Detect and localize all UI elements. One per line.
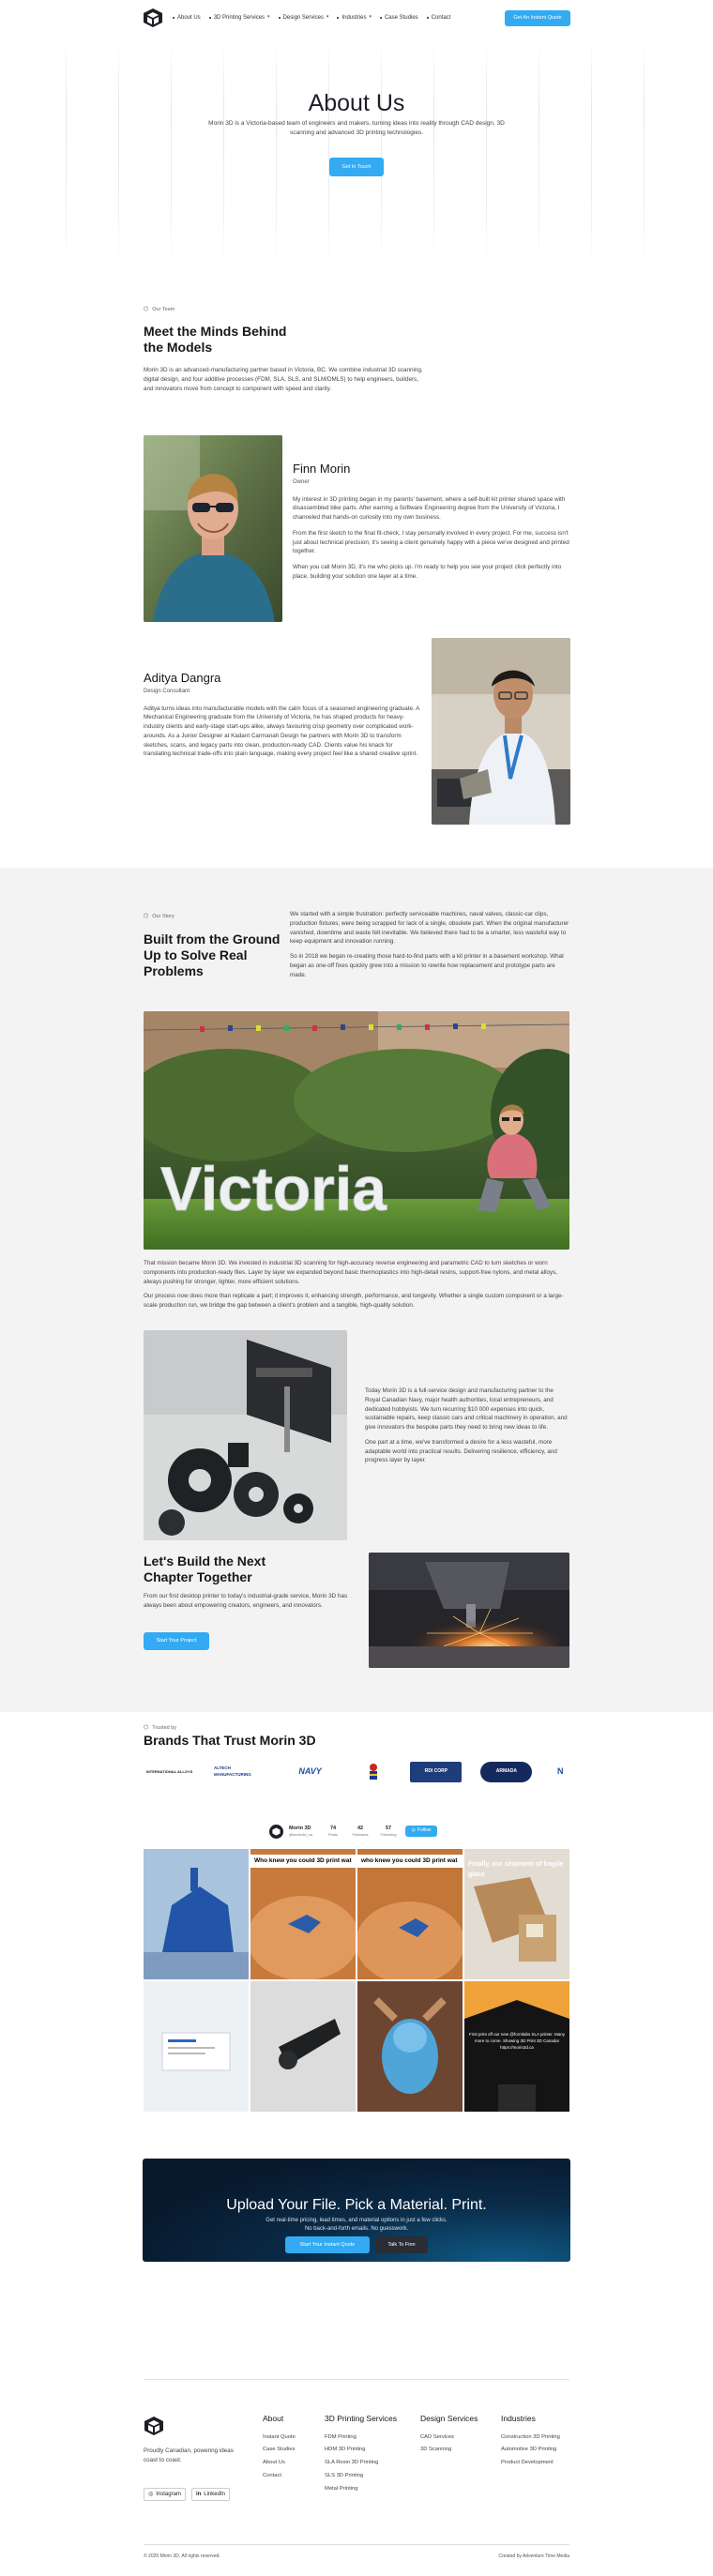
nav-item-industries[interactable]: Industries ▾ xyxy=(337,14,372,23)
member-name: Finn Morin xyxy=(293,462,351,476)
post-caption: Finally, our shipment of fragile glass xyxy=(468,1861,564,1878)
team-title: Meet the Minds Behind the Models xyxy=(144,324,287,355)
instagram-handle: Morin 3D xyxy=(289,1825,311,1831)
footer-column-about: About Instant Quote Case Studies About Us Contact xyxy=(263,2414,296,2478)
chevron-down-icon: ▾ xyxy=(369,14,372,21)
following-count: 57 xyxy=(385,1825,392,1831)
post-caption: First print off our new @formlabs SLA printer. Many more to come. Showing 3D Print 3D Canada! https://morin3d.ca xyxy=(468,2032,566,2050)
printed-gears-photo xyxy=(144,1330,347,1540)
footer-column-design: Design Services CAD Services 3D Scanning xyxy=(420,2414,478,2453)
instagram-post[interactable] xyxy=(464,1849,569,1979)
aditya-dangra-bio xyxy=(144,669,421,759)
instagram-follow-button[interactable]: ◎ Follow xyxy=(405,1826,437,1837)
footer-link[interactable]: CAD Services xyxy=(420,2433,455,2440)
footer-link[interactable]: Construction 3D Printing xyxy=(501,2433,560,2440)
footer-link[interactable]: 3D Scanning xyxy=(420,2447,452,2453)
brand-logo-bc-emblem xyxy=(355,1762,391,1782)
victoria-sign-photo xyxy=(144,1011,569,1250)
finn-morin-photo xyxy=(144,435,282,622)
footer-link[interactable]: Case Studies xyxy=(263,2447,296,2453)
instagram-post[interactable] xyxy=(144,1981,249,2112)
site-header xyxy=(143,8,570,28)
talk-to-finn-button[interactable]: Talk To Finn xyxy=(375,2236,428,2253)
story-paragraph: Today Morin 3D is a full-service design and manufacturing partner to the Royal Canadian Navy, major health authorities, local entrepreneurs, and dedicated hobbyists. We turn recurring $10 000 expenses into quick, sustainable repairs, keep classic cars and critical machinery in operation, and give innovators the bespoke parts they need to bring new ideas to life. xyxy=(365,1387,568,1431)
linkedin-link[interactable]: in LinkedIn xyxy=(191,2488,230,2501)
instagram-post[interactable] xyxy=(357,1849,463,1979)
brand-logo-navy: NAVY xyxy=(298,1766,322,1777)
nav-item-contact[interactable]: Contact xyxy=(427,14,451,23)
aditya-dangra-photo xyxy=(432,638,570,825)
story-paragraph: One part at a time, we've transformed a desire for a less wasteful, more adaptable world into practical results. Delivering resilience, efficiency, and progress layer by layer. xyxy=(365,1438,557,1464)
posts-label: Posts xyxy=(327,1832,338,1838)
next-chapter-title: Let's Build the Next Chapter Together xyxy=(144,1553,266,1584)
team-eyebrow: ⬡ Our Team xyxy=(144,307,175,313)
laser-sparks-photo xyxy=(369,1553,569,1668)
main-nav xyxy=(173,14,450,23)
post-caption: who knew you could 3D print wat xyxy=(357,1855,463,1868)
member-paragraph: From the first sketch to the final fit-check, I stay personally involved in every project. For me, success isn't just about technical precision; it's seeing a client genuinely happy with a piece we've designed and printed together. xyxy=(293,529,569,555)
instagram-post[interactable] xyxy=(250,1849,356,1979)
cube-icon: ⬡ xyxy=(144,1725,149,1731)
story-paragraph: Our process now does more than replicate a part; it improves it, enhancing strength, performance, and longevity. Whether a single custom component or a large-scale production run, we bridge the gap between a client's problem and a tangible, high-quality solution. xyxy=(144,1293,564,1309)
footer-link[interactable]: Instant Quote xyxy=(263,2433,296,2440)
post-caption: Who knew you could 3D print wat xyxy=(250,1855,356,1868)
victoria-sign-letters: Victoria xyxy=(160,1154,387,1223)
story-eyebrow: ⬡ Our Story xyxy=(144,914,174,920)
upload-cta-banner xyxy=(143,2159,570,2262)
hero-section xyxy=(0,36,713,270)
footer-divider xyxy=(144,2379,569,2380)
page-title: About Us xyxy=(308,90,405,116)
story-today xyxy=(365,1386,569,1465)
footer-column-printing: 3D Printing Services FDM Printing HDM 3D Printing SLA Resin 3D Printing SLS 3D Printing Metal Printing xyxy=(325,2414,398,2492)
copyright-text: © 2025 Morin 3D. All rights reserved. xyxy=(144,2553,220,2559)
credit-link[interactable]: Created by Adventure Time Media xyxy=(498,2553,569,2559)
brand-logo-altech: ALTECH MANUFACTURING xyxy=(214,1765,251,1777)
finn-morin-bio xyxy=(293,460,570,582)
member-role: Design Consultant xyxy=(144,688,190,694)
instant-quote-button[interactable]: Get An Instant Quote xyxy=(505,10,570,26)
instagram-post[interactable] xyxy=(250,1981,356,2112)
brand-logo-partial: N xyxy=(556,1766,564,1777)
chevron-down-icon: ▾ xyxy=(326,14,329,21)
instagram-post[interactable] xyxy=(144,1849,249,1979)
get-in-touch-button[interactable]: Get In Touch xyxy=(329,158,384,176)
chevron-down-icon: ▾ xyxy=(267,14,270,21)
story-mid xyxy=(144,1259,569,1311)
member-name: Aditya Dangra xyxy=(144,671,221,685)
instagram-icon: ◎ xyxy=(148,2491,154,2497)
footer-link[interactable]: Metal Printing xyxy=(325,2485,358,2492)
following-label: Following xyxy=(380,1832,397,1838)
cta-title: Upload Your File. Pick a Material. Print. xyxy=(226,2197,487,2213)
footer-tagline: Proudly Canadian, powering ideas coast to coast. xyxy=(144,2447,234,2463)
instagram-link[interactable]: ◎ Instagram xyxy=(144,2488,186,2501)
footer-link[interactable]: Contact xyxy=(263,2472,281,2478)
instagram-post[interactable] xyxy=(357,1981,463,2112)
member-paragraph: Aditya turns ideas into manufacturable models with the calm focus of a seasoned engineering graduate. A Mechanical Engineering graduate from the University of Victoria, he has shaped products for heavy-industry clients and early-stage start-ups alike, always favouring crisp geometry over complicated work-arounds. As a Junior Designer at Kadant Carmanah Design he partners with Morin 3D to transform sketches, scans, and legacy parts into clean, production-ready CAD. Clients value his knack for translating technical trade-offs into plain language, making every project feel like a shared creative sprint. xyxy=(144,705,420,758)
footer-logo[interactable] xyxy=(144,2416,164,2436)
instagram-avatar[interactable] xyxy=(269,1825,283,1839)
story-paragraph: That mission became Morin 3D. We invested in industrial 3D scanning for high-accuracy reverse engineering and parametric CAD to turn sketches or worn components into production-ready files. Layer by layer we expanded beyond basic thermoplastics into high-detail resins, support-free nylons, and metal alloys, always pushing for stronger, lighter, more efficient solutions. xyxy=(144,1260,558,1285)
footer-link[interactable]: FDM Printing xyxy=(325,2433,356,2440)
footer-link[interactable]: HDM 3D Printing xyxy=(325,2447,366,2453)
nav-item-about[interactable]: About Us xyxy=(173,14,201,23)
followers-count: 42 xyxy=(356,1825,364,1831)
footer-link[interactable]: SLS 3D Printing xyxy=(325,2472,364,2478)
brand-logo-international-alloys: INTERNATIONAL ALLOYS xyxy=(145,1769,193,1774)
morin3d-logo[interactable] xyxy=(143,8,163,28)
followers-label: Followers xyxy=(352,1832,369,1838)
member-paragraph: My interest in 3D printing began in my parents' basement, where a self-built kit printer shared space with disassembled bike parts. After earning a Software Engineering degree from the University of Victoria, I channeled that hands-on curiosity into my own business. xyxy=(293,495,566,521)
cube-icon: ⬡ xyxy=(144,914,149,919)
instagram-subhandle: @morin3d_ca xyxy=(289,1832,312,1838)
brands-title: Brands That Trust Morin 3D xyxy=(144,1733,316,1748)
story-title: Built from the Ground Up to Solve Real Problems xyxy=(144,932,281,978)
brand-logo-armada: ARMADA xyxy=(480,1762,532,1782)
copyright-divider xyxy=(144,2544,569,2545)
brand-logo-strip xyxy=(144,1762,569,1782)
instagram-post[interactable] xyxy=(464,1981,569,2112)
instagram-feed xyxy=(144,1849,569,2112)
member-paragraph: When you call Morin 3D, it's me who picks up. I'm ready to help you see your project click perfectly into place, building your solution one layer at a time. xyxy=(293,564,562,580)
footer-link[interactable]: Product Development xyxy=(501,2460,554,2466)
footer-column-industries: Industries Construction 3D Printing Automotive 3D Printing Product Development xyxy=(501,2414,560,2466)
nav-item-design[interactable]: Design Services ▾ xyxy=(279,14,329,23)
posts-count: 74 xyxy=(329,1825,337,1831)
cta-text: Get real-time pricing, lead times, and material options in just a few clicks. No back-and-forth emails. No guesswork. xyxy=(265,2218,448,2232)
nav-item-printing[interactable]: 3D Printing Services ▾ xyxy=(209,14,270,23)
start-project-button[interactable]: Start Your Project xyxy=(144,1632,209,1650)
footer-link[interactable]: About Us xyxy=(263,2460,285,2466)
instagram-profile-bar xyxy=(269,1823,448,1840)
team-text: Morin 3D is an advanced-manufacturing partner based in Victoria, BC. We combine industrial 3D scanning, digital design, and four additive processes (FDM, SLA, SLS, and SLM/DMLS) to help engineers, builders, and innovators move from concept to component with speed and clarity. xyxy=(144,367,423,392)
footer-link[interactable]: SLA Resin 3D Printing xyxy=(325,2460,379,2466)
member-role: Owner xyxy=(293,478,310,485)
story-intro xyxy=(290,910,569,979)
brand-logo-rdi: RDI CORP xyxy=(410,1762,462,1782)
social-links xyxy=(144,2488,230,2501)
story-paragraph: So in 2018 we began re-creating those hard-to-find parts with a kit printer in a basement workshop. What began as one-off fixes quickly grew into a mission to rewrite how replacement and prototype parts are made. xyxy=(290,953,564,978)
instagram-icon: ◎ xyxy=(411,1827,416,1834)
linkedin-icon: in xyxy=(195,2491,202,2497)
start-quote-button[interactable]: Start Your Instant Quote xyxy=(285,2236,370,2253)
hero-text: Morin 3D is a Victoria-based team of engineers and makers, turning ideas into reality through CAD design, 3D scanning and advanced 3D printing technologies. xyxy=(208,120,505,137)
next-chapter-text: From our first desktop printer to today's industrial-grade service, Morin 3D has always been about empowering creators, engineers, and innovators. xyxy=(144,1593,348,1609)
cube-icon: ⬡ xyxy=(144,307,149,312)
nav-item-case-studies[interactable]: Case Studies xyxy=(380,14,418,23)
footer-link[interactable]: Automotive 3D Printing xyxy=(501,2447,557,2453)
brands-eyebrow: ⬡ Trusted by xyxy=(144,1725,177,1732)
story-paragraph: We started with a simple frustration: perfectly serviceable machines, naval valves, classic-car clips, production fixtures, were being scrapped for lack of a single, obsolete part. When the original manufacturer vanished, downtime and waste felt inevitable. We believed there had to be a smarter, less wasteful way to keep equipment and innovation running. xyxy=(290,911,569,946)
